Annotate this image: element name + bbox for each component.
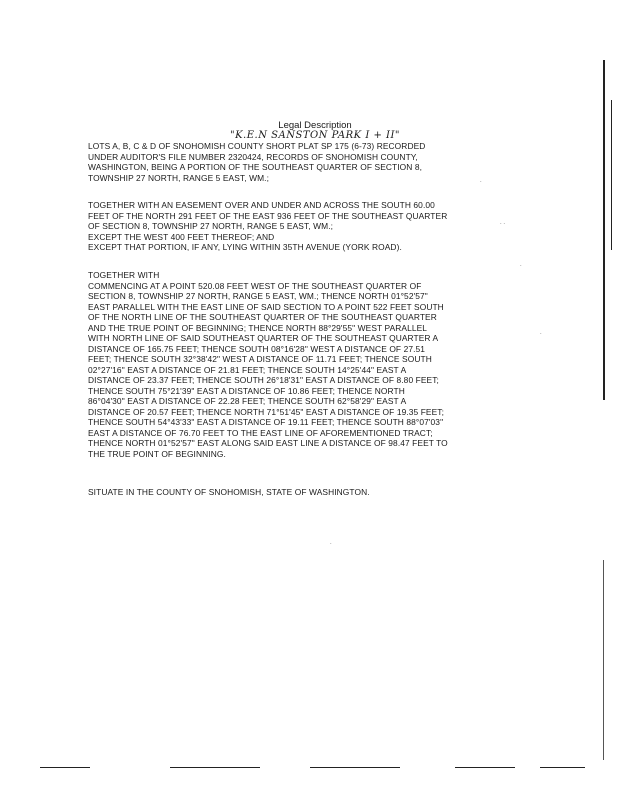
scan-speckle: . bbox=[540, 330, 542, 336]
text-line: TOGETHER WITH AN EASEMENT OVER AND UNDER AND ACROSS THE SOUTH 60.00 bbox=[88, 200, 435, 210]
text-line: AND THE TRUE POINT OF BEGINNING; THENCE NORTH 88°29'55" WEST PARALLEL bbox=[88, 322, 428, 333]
legal-paragraph-lots bbox=[88, 141, 508, 183]
scan-speckle: . bbox=[480, 178, 482, 184]
text-line: SITUATE IN THE COUNTY OF SNOHOMISH, STATE OF WASHINGTON. bbox=[88, 487, 370, 497]
text-line: TOWNSHIP 27 NORTH, RANGE 5 EAST, WM.; bbox=[88, 172, 269, 183]
text-line: TOGETHER WITH bbox=[88, 270, 160, 280]
text-line: LOTS A, B, C & D OF SNOHOMISH COUNTY SHORT PLAT SP 175 (6-73) RECORDED bbox=[88, 141, 426, 151]
scan-edge-mark bbox=[603, 560, 604, 760]
scan-bottom-line bbox=[455, 767, 515, 768]
legal-paragraph-situate bbox=[88, 487, 508, 498]
scan-bottom-line bbox=[310, 767, 400, 768]
text-line: THENCE SOUTH 75°21'39" EAST A DISTANCE OF 10.86 FEET; THENCE NORTH bbox=[88, 385, 405, 396]
scan-edge-mark bbox=[611, 100, 612, 250]
scan-bottom-line bbox=[40, 767, 90, 768]
text-line: THE TRUE POINT OF BEGINNING. bbox=[88, 448, 226, 459]
scan-speckle: . bbox=[520, 262, 522, 268]
text-line: SECTION 8, TOWNSHIP 27 NORTH, RANGE 5 EAST, WM.; THENCE NORTH 01°52'57" bbox=[88, 291, 428, 301]
text-line: 86°04'30" EAST A DISTANCE OF 22.28 FEET; THENCE SOUTH 62°58'29" EAST A bbox=[88, 396, 407, 406]
scan-bottom-line bbox=[170, 767, 260, 768]
scan-edge-mark bbox=[603, 60, 605, 400]
text-line: THENCE NORTH 01°52'57" EAST ALONG SAID EAST LINE A DISTANCE OF 98.47 FEET TO bbox=[88, 438, 448, 448]
text-line: EXCEPT THAT PORTION, IF ANY, LYING WITHIN 35TH AVENUE (YORK ROAD). bbox=[88, 242, 402, 252]
scan-speckle: . . bbox=[500, 220, 506, 226]
text-line: 02°27'16" EAST A DISTANCE OF 21.81 FEET; THENCE SOUTH 14°25'44" EAST A bbox=[88, 364, 407, 375]
text-line: COMMENCING AT A POINT 520.08 FEET WEST OF THE SOUTHEAST QUARTER OF bbox=[88, 280, 422, 291]
handwritten-annotation: "K.E.N SANSTON PARK I + II" bbox=[229, 130, 401, 141]
legal-paragraph-metes-bounds bbox=[88, 270, 508, 459]
text-line: DISTANCE OF 23.37 FEET; THENCE SOUTH 26°18'31" EAST A DISTANCE OF 8.80 FEET; bbox=[88, 375, 439, 385]
scan-bottom-line bbox=[540, 767, 585, 768]
text-line: DISTANCE OF 165.75 FEET; THENCE SOUTH 08°16'28" WEST A DISTANCE OF 27.51 bbox=[88, 343, 426, 354]
document-title: Legal Description bbox=[278, 120, 352, 131]
text-line: OF SECTION 8, TOWNSHIP 27 NORTH, RANGE 5 EAST, WM.; bbox=[88, 221, 334, 231]
legal-paragraph-easement bbox=[88, 200, 508, 253]
text-line: EAST A DISTANCE OF 76.70 FEET TO THE EAST LINE OF AFOREMENTIONED TRACT; bbox=[88, 427, 433, 438]
text-line: THENCE SOUTH 54°43'33" EAST A DISTANCE OF 19.11 FEET; THENCE SOUTH 88°07'03" bbox=[88, 417, 444, 427]
text-line: FEET; THENCE SOUTH 32°38'42" WEST A DISTANCE OF 11.71 FEET; THENCE SOUTH bbox=[88, 354, 432, 364]
text-line: FEET OF THE NORTH 291 FEET OF THE EAST 936 FEET OF THE SOUTHEAST QUARTER bbox=[88, 210, 448, 221]
text-line: DISTANCE OF 20.57 FEET; THENCE NORTH 71°51'45" EAST A DISTANCE OF 19.35 FEET; bbox=[88, 406, 444, 417]
text-line: UNDER AUDITOR'S FILE NUMBER 2320424, RECORDS OF SNOHOMISH COUNTY, bbox=[88, 151, 418, 162]
text-line: OF THE NORTH LINE OF THE SOUTHEAST QUARTER OF THE SOUTHEAST QUARTER bbox=[88, 312, 437, 322]
text-line: EXCEPT THE WEST 400 FEET THEREOF; AND bbox=[88, 231, 275, 242]
text-line: WASHINGTON, BEING A PORTION OF THE SOUTHEAST QUARTER OF SECTION 8, bbox=[88, 162, 423, 172]
text-line: EAST PARALLEL WITH THE EAST LINE OF SAID SECTION TO A POINT 522 FEET SOUTH bbox=[88, 301, 444, 312]
text-line: WITH NORTH LINE OF SAID SOUTHEAST QUARTER OF THE SOUTHEAST QUARTER A bbox=[88, 333, 439, 343]
scan-speckle: . bbox=[330, 540, 332, 546]
